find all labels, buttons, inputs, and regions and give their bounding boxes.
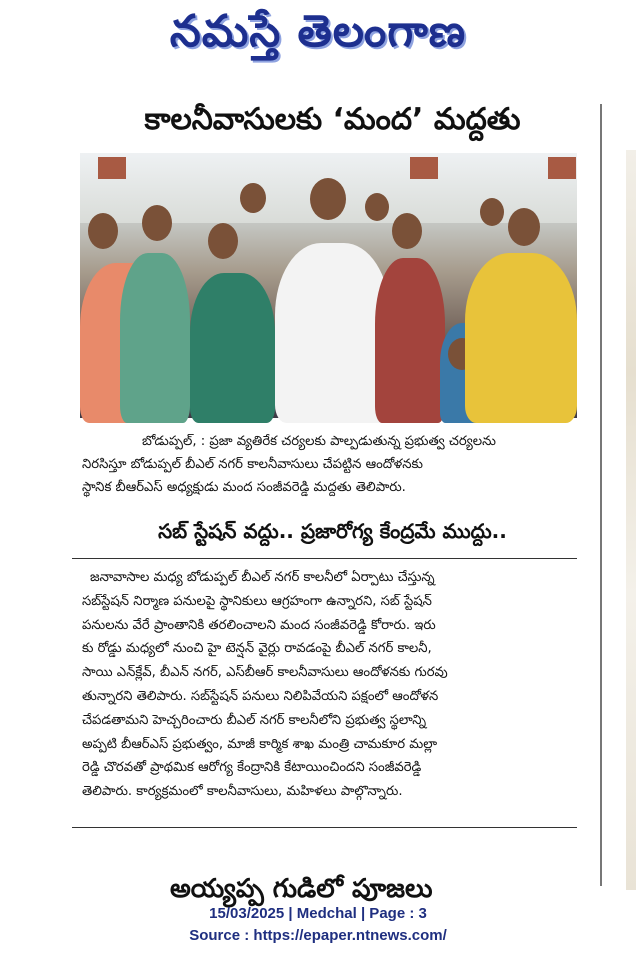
body-line: జనావాసాల మధ్య బోడుప్పల్ బీఎల్ నగర్ కాలనీలో ఏర్పాటు చేస్తున్న (90, 570, 435, 585)
body-line: కు రోడ్డు మధ్యలో నుంచి హై టెన్షన్ వైర్లు రావడంపై బీఎల్ నగర్ కాలనీ, (82, 641, 432, 657)
body-line: పనులను వేరే ప్రాంతానికి తరలించాలని మంద సంజీవరెడ్డి కోరారు. ఇరు (82, 617, 436, 633)
caption-line: నిరసిస్తూ బోడుప్పల్ బీఎల్ నగర్ కాలనీవాసులు చేపట్టిన ఆందోళనకు (82, 457, 423, 472)
footer-source-link[interactable]: Source : https://epaper.ntnews.com/ (189, 927, 447, 944)
article-photo (80, 153, 577, 418)
newspaper-title: నమస్తే తెలంగాణ (169, 6, 467, 57)
source-footer (0, 903, 636, 947)
caption-line: బోడుప్పల్, : ప్రజా వ్యతిరేక చర్యలకు పాల్పడుతున్న ప్రభుత్వ చర్యలను (142, 434, 496, 449)
article-subheadline: సబ్ స్టేషన్ వద్దు.. ప్రజారోగ్య కేంద్రమే ముద్దు.. (158, 519, 507, 543)
photo-caption (82, 430, 587, 499)
caption-line: స్థానిక బీఆర్ఎస్ అధ్యక్షుడు మంద సంజీవరెడ్డి మద్దతు తెలిపారు. (82, 480, 406, 495)
body-line: సబ్‌స్టేషన్ నిర్మాణ పనులపై స్థానికులు ఆగ్రహంగా ఉన్నారని, సబ్ స్టేషన్ (82, 593, 432, 609)
body-line: తెలిపారు. కార్యక్రమంలో కాలనీవాసులు, మహిళలు పాల్గొన్నారు. (82, 784, 403, 800)
footer-date-page: 15/03/2025 | Medchal | Page : 3 (209, 905, 427, 922)
body-line: అప్పటి బీఆర్ఎస్ ప్రభుత్వం, మాజీ కార్మిక శాఖ మంత్రి చామకూర మల్లా (82, 736, 438, 752)
divider (72, 558, 577, 559)
column-divider (600, 104, 602, 886)
next-article-headline-cropped: అయ్యప్ప గుడిలో పూజలు (170, 874, 433, 904)
body-line: చేపడతామని హెచ్చరించారు బీఎల్ నగర్ కాలనీలోని ప్రభుత్వ స్థలాన్ని (82, 712, 427, 728)
article-headline: కాలనీవాసులకు ‘మంద’ మద్దతు (144, 102, 521, 137)
masthead (0, 0, 636, 78)
adjacent-page-edge (626, 150, 636, 890)
body-line: రెడ్డి చొరవతో ప్రాథమిక ఆరోగ్య కేంద్రానికి కేటాయించిందని సంజీవరెడ్డి (82, 760, 422, 776)
article-body (82, 566, 587, 804)
divider (72, 827, 577, 828)
body-line: తున్నారని తెలిపారు. సబ్‌స్టేషన్ పనులు నిలిపివేయని పక్షంలో ఆందోళన (82, 688, 439, 704)
body-line: సాయి ఎన్‌క్లేవ్, బీఎన్ నగర్, ఎస్‌బీఆర్ కాలనీవాసులు ఆందోళనకు గురవు (82, 665, 448, 681)
